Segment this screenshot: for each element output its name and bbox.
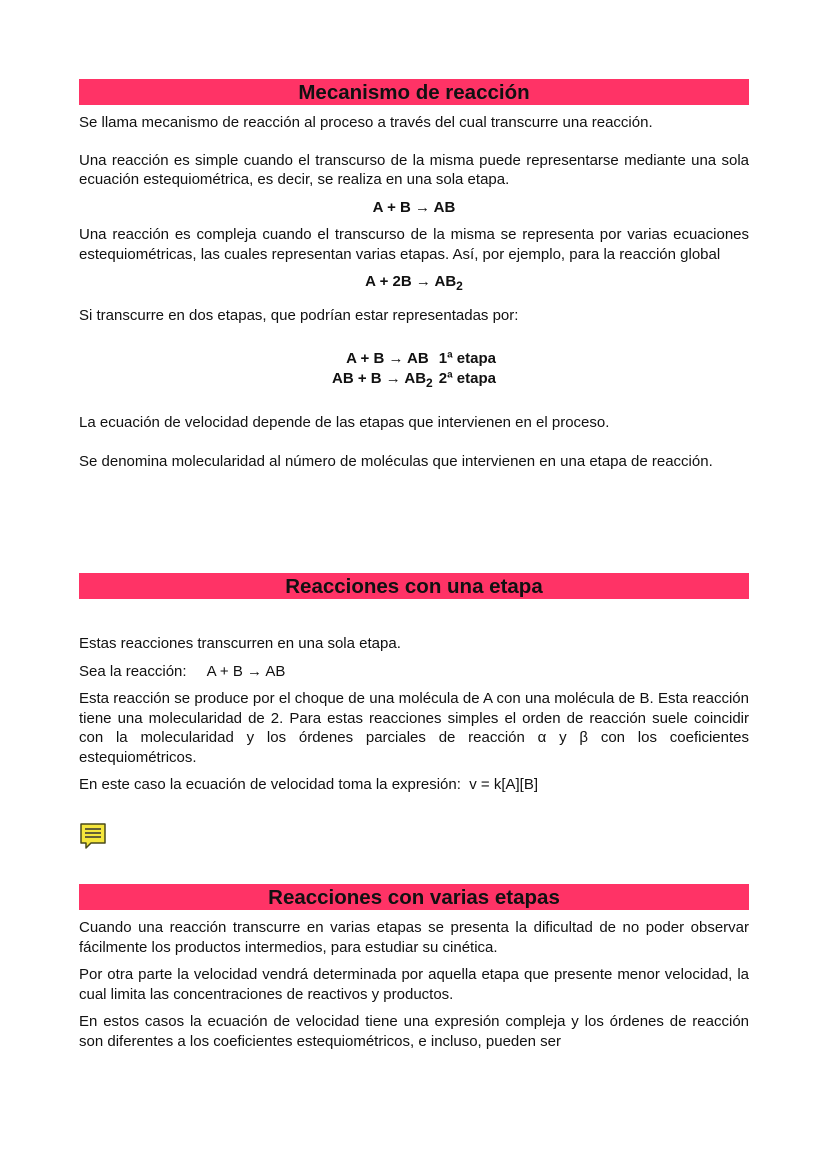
step-equation-subscript: 2	[426, 375, 433, 390]
equation: A + B → AB	[372, 198, 456, 216]
paragraph: Una reacción es simple cuando el transcurso de la misma puede representarse mediante una sola ecuación estequiométrica, es decir, se realiza en una sola etapa.	[79, 151, 749, 188]
paragraph: Se denomina molecularidad al número de moléculas que intervienen en una etapa de reacción.	[79, 452, 713, 470]
paragraph: Por otra parte la velocidad vendrá determinada por aquella etapa que presente menor velocidad, la cual limita las concentraciones de reactivos y productos.	[79, 966, 749, 1003]
section-varias-etapas	[79, 884, 749, 1051]
paragraph: Se llama mecanismo de reacción al proceso a través del cual transcurre una reacción.	[79, 114, 653, 131]
paragraph: En estos casos la ecuación de velocidad tiene una expresión compleja y los órdenes de reacción son diferentes a los coeficientes estequiométricos, e incluso, pueden ser	[79, 1013, 749, 1050]
note-comment-icon[interactable]	[79, 822, 107, 850]
equation-main: A + 2B → AB	[365, 273, 457, 290]
step-row	[332, 369, 496, 389]
paragraph: Esta reacción se produce por el choque de una molécula de A con una molécula de B. Esta reacción tiene una molecularidad de 2. Para estas reacciones simples el orden de reacción suele coincidir con la molecularidad y los órdenes parciales de reacción α y β con los coeficientes estequiométricos.	[79, 690, 749, 766]
paragraph	[79, 662, 749, 682]
reaction-label: Sea la reacción:	[79, 662, 187, 680]
paragraph: La ecuación de velocidad depende de las etapas que intervienen en el proceso.	[79, 414, 610, 431]
step-equations	[332, 349, 496, 388]
section-una-etapa	[79, 573, 749, 795]
section-heading: Mecanismo de reacción	[79, 79, 749, 105]
step-equation-main: AB + B → AB	[332, 369, 427, 387]
paragraph	[79, 775, 749, 795]
reaction-equation: A + B → AB	[206, 662, 286, 680]
rate-label: En este caso la ecuación de velocidad toma la expresión:	[79, 776, 461, 793]
rate-equation: v = k[A][B]	[469, 776, 539, 793]
section-heading: Reacciones con varias etapas	[79, 884, 749, 910]
section-mecanismo	[79, 79, 749, 471]
paragraph: Cuando una reacción transcurre en varias etapas se presenta la dificultad de no poder observar fácilmente los productos intermedios, para estudiar su cinética.	[79, 919, 749, 956]
equation-subscript: 2	[456, 279, 463, 293]
paragraph: Estas reacciones transcurren en una sola etapa.	[79, 635, 401, 652]
section-heading: Reacciones con una etapa	[79, 573, 749, 599]
step-equation	[332, 369, 439, 389]
paragraph: Si transcurre en dos etapas, que podrían estar representadas por:	[79, 306, 519, 324]
step-row	[332, 349, 496, 369]
equation	[79, 272, 749, 292]
paragraph: Una reacción es compleja cuando el transcurso de la misma se representa por varias ecuaciones estequiométricas, las cuales representan varias etapas. Así, por ejemplo, para la reacción global	[79, 226, 749, 263]
step-label: 2ª etapa	[438, 369, 496, 387]
step-label: 1ª etapa	[438, 350, 496, 367]
step-equation: A + B → AB	[346, 350, 429, 367]
